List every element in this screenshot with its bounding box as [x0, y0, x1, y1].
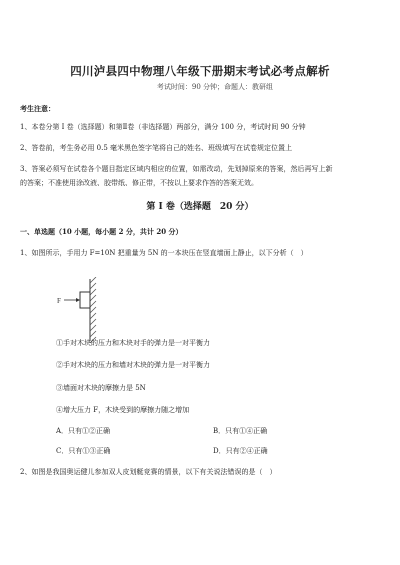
option-d[interactable]: D．只有②④正确 [213, 447, 268, 455]
question-1-figure [56, 277, 100, 347]
option-a[interactable]: A．只有①②正确 [56, 427, 111, 435]
option-b[interactable]: B．只有①④正确 [213, 427, 268, 435]
block-on-wall-diagram [56, 277, 100, 343]
question-1-stem: 1、如图所示，手用力 F=10N 把重量为 5N 的一本块压在竖直墙面上静止，以下分析（ ） [20, 249, 308, 257]
exam-title: 四川泸县四中物理八年级下册期末考试必考点解析 [70, 64, 330, 78]
notice-item-1: 1、本卷分第 I 卷（选择题）和第Ⅱ卷（非选择题）两部分，满分 100 分，考试时间 90 分钟 [20, 123, 306, 131]
block-shape [80, 292, 90, 308]
statement-1: ①手对木块的压力和木块对手的弹力是一对平衡力 [56, 339, 210, 347]
notice-item-2: 2、答卷前，考生务必用 0.5 毫米黑色签字笔将自己的姓名、班级填写在试卷规定位置上 [20, 144, 293, 152]
force-label: F [57, 297, 61, 305]
option-c[interactable]: C．只有①③正确 [56, 447, 111, 455]
statement-2: ②手对木块的压力和墙对木块的弹力是一对平衡力 [56, 361, 210, 369]
notice-item-3-cont: 的答案；不准使用涂改液、胶带纸、修正带，不按以上要求作答的答案无效。 [20, 179, 258, 187]
statement-4: ④增大压力 F，木块受到的摩擦力随之增加 [56, 406, 190, 414]
part1-title: 第 I 卷（选择题 20 分） [146, 202, 254, 212]
notice-item-3: 3、答案必须写在试卷各个题目指定区域内相应的位置，如需改动，先划掉原来的答案，然后再写上新 [20, 165, 333, 173]
section-title: 一、单选题（10 小题，每小题 2 分，共计 20 分） [20, 227, 183, 236]
statement-3: ③墙面对木块的摩擦力是 5N [56, 384, 146, 392]
notice-heading: 考生注意： [20, 104, 55, 113]
exam-meta: 考试时间：90 分钟；命题人：教研组 [156, 83, 274, 91]
question-2-stem: 2、如图是我国奥运健儿参加双人皮划艇竞赛的情景，以下有关说法错误的是（ ） [20, 468, 277, 476]
